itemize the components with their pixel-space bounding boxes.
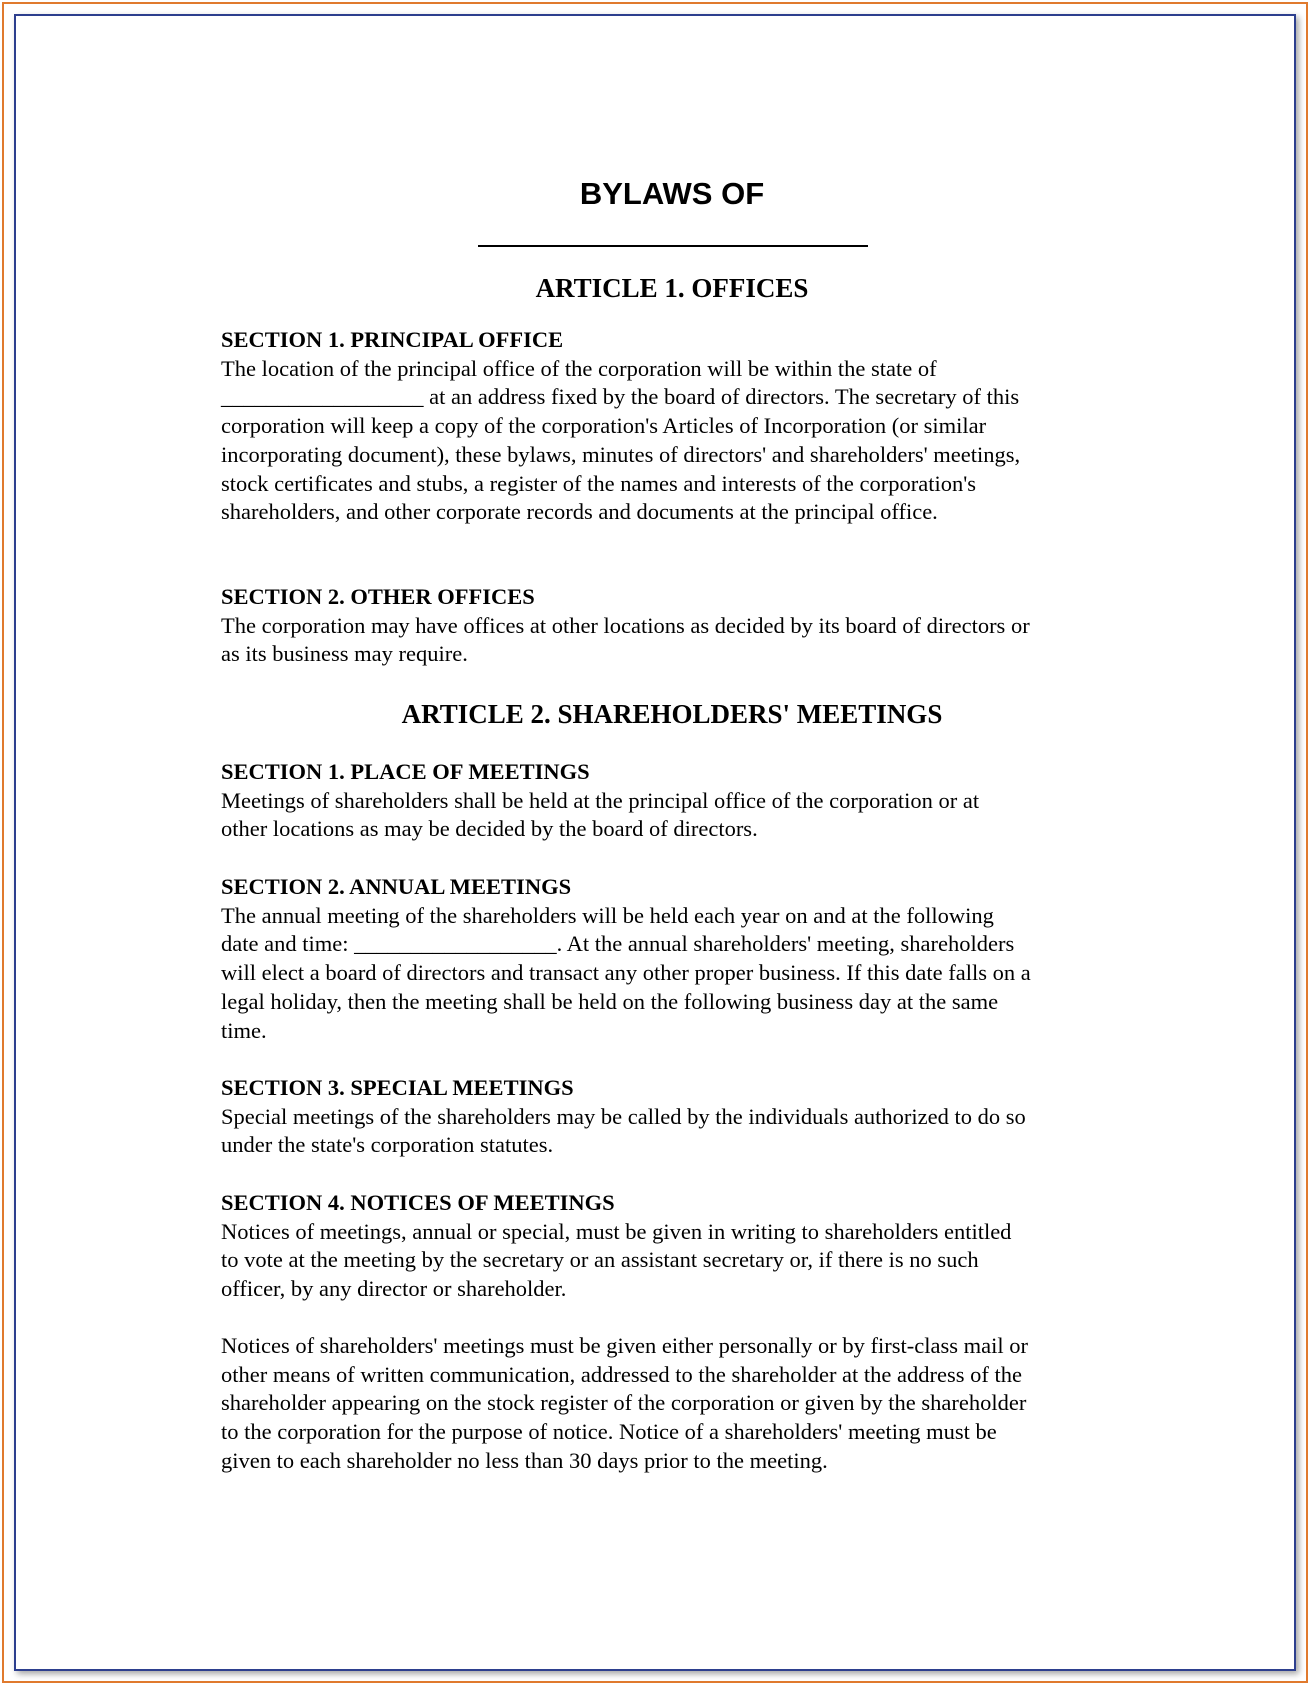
body-line: to vote at the meeting by the secretary or an assistant secretary or, if there is no such — [221, 1247, 979, 1273]
section-body — [221, 612, 1136, 669]
body-line: The location of the principal office of the corporation will be within the state of — [221, 355, 937, 381]
section-heading: SECTION 1. PRINCIPAL OFFICE — [221, 327, 564, 352]
section-body — [221, 1103, 1136, 1160]
body-line: other means of written communication, addressed to the shareholder at the address of the — [221, 1361, 1022, 1387]
body-line: Notices of meetings, annual or special, must be given in writing to shareholders entitled — [221, 1218, 1012, 1244]
body-line: Meetings of shareholders shall be held at the principal office of the corporation or at — [221, 787, 980, 813]
article-2-section-2 — [221, 873, 1136, 1045]
body-line: shareholder appearing on the stock register of the corporation or given by the shareholder — [221, 1390, 1027, 1416]
body-line: Special meetings of the shareholders may be called by the individuals authorized to do so — [221, 1103, 1026, 1129]
body-line: The annual meeting of the shareholders will be held each year on and at the following — [221, 902, 994, 928]
body-line: corporation will keep a copy of the corporation's Articles of Incorporation (or similar — [221, 413, 987, 439]
section-body — [221, 787, 1136, 844]
body-line: legal holiday, then the meeting shall be held on the following business day at the same — [221, 988, 999, 1014]
body-line: The corporation may have offices at other locations as decided by its board of directors or — [221, 612, 1030, 638]
body-line: shareholders, and other corporate records and documents at the principal office. — [221, 499, 938, 525]
section-body — [221, 1218, 1136, 1304]
body-line: will elect a board of directors and transact any other proper business. If this date falls on a — [221, 960, 1031, 986]
body-line: to the corporation for the purpose of notice. Notice of a shareholders' meeting must be — [221, 1419, 997, 1445]
section-heading: SECTION 2. ANNUAL MEETINGS — [221, 874, 572, 899]
document-title: BYLAWS OF — [579, 176, 765, 211]
article-1-section-2 — [221, 583, 1136, 669]
body-line: time. — [221, 1017, 267, 1043]
article-2-heading: ARTICLE 2. SHAREHOLDERS' MEETINGS — [401, 699, 943, 729]
article-2-section-4 — [221, 1189, 1136, 1304]
body-line: stock certificates and stubs, a register of the names and interests of the corporation's — [221, 470, 977, 496]
article-2-section-3 — [221, 1074, 1136, 1160]
body-line: officer, by any director or shareholder. — [221, 1276, 567, 1302]
body-line: __________________ at an address fixed by the board of directors. The secretary of this — [221, 384, 1020, 410]
section-body — [221, 902, 1136, 1046]
body-line: incorporating document), these bylaws, minutes of directors' and shareholders' meetings, — [221, 441, 1021, 467]
article-2-section-1 — [221, 758, 1136, 844]
article-1-heading: ARTICLE 1. OFFICES — [535, 273, 809, 303]
section-body — [221, 1332, 1136, 1476]
body-line: given to each shareholder no less than 30 days prior to the meeting. — [221, 1447, 828, 1473]
section-heading: SECTION 2. OTHER OFFICES — [221, 584, 535, 609]
article-1-section-1 — [221, 326, 1136, 527]
body-line: Notices of shareholders' meetings must be given either personally or by first-class mail or — [221, 1333, 1028, 1358]
section-heading: SECTION 4. NOTICES OF MEETINGS — [221, 1190, 615, 1215]
article-2-section-4-paragraph-2 — [221, 1332, 1136, 1476]
title-blank-line — [478, 245, 868, 247]
body-line: under the state's corporation statutes. — [221, 1132, 554, 1158]
section-body — [221, 355, 1136, 527]
body-line: date and time: __________________. At the annual shareholders' meeting, shareholders — [221, 931, 1015, 957]
section-heading: SECTION 1. PLACE OF MEETINGS — [221, 759, 590, 784]
body-line: other locations as may be decided by the board of directors. — [221, 816, 758, 842]
body-line: as its business may require. — [221, 641, 468, 667]
document-page — [14, 14, 1296, 1671]
section-heading: SECTION 3. SPECIAL MEETINGS — [221, 1075, 574, 1100]
